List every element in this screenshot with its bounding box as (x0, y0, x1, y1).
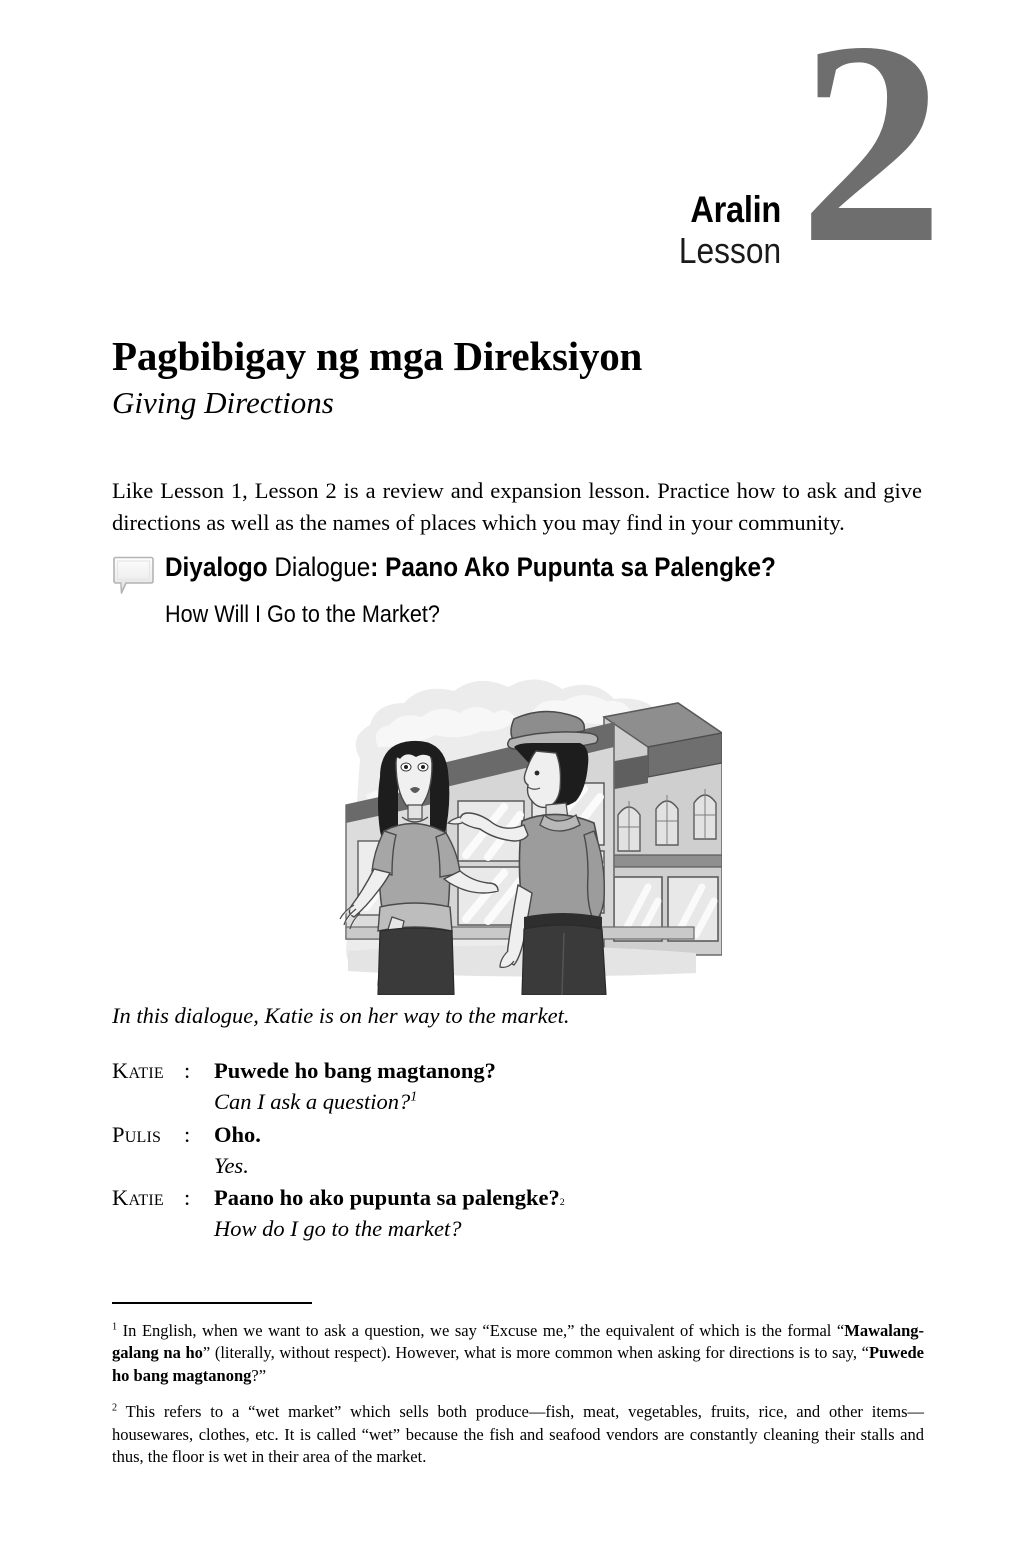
footnote-separator (112, 1302, 312, 1304)
dialogue-topic-tagalog: Paano Ako Pupunta sa Palengke? (385, 552, 776, 582)
footnote-text: In English, when we want to ask a question, we say “Excuse me,” the equivalent of which is the formal “ (122, 1321, 845, 1340)
footnote-text: This refers to a “wet market” which sells both produce—fish, meat, vegetables, fruits, rice, and other items—housewares, clothes, etc. It is called “wet” because the fish and seafood vendors are constantly cleaning their stalls and thus, the floor is wet in their area of the market. (112, 1402, 924, 1467)
dialogue-exchange (112, 1055, 922, 1118)
lesson-header-labels (665, 52, 799, 272)
dialogue-heading-text (165, 552, 776, 583)
dialogue-topic-english: How Will I Go to the Market? (165, 601, 440, 628)
dialogue-label-english: Dialogue (274, 552, 371, 582)
dialogue-speaker: Katie (112, 1185, 164, 1211)
illustration-caption: In this dialogue, Katie is on her way to the market. (112, 1003, 570, 1028)
dialogue-heading-separator: : (370, 552, 386, 582)
dialogue-translation-text: Can I ask a question? (214, 1089, 411, 1115)
lesson-label-english: Lesson (678, 229, 781, 271)
dialogue-speaker: Katie (112, 1058, 164, 1083)
footnote-bold-phrase: Mawalang-galang na ho (112, 1321, 924, 1363)
dialogue-heading (110, 552, 960, 629)
intro-paragraph: Like Lesson 1, Lesson 2 is a review and expansion lesson. Practice how to ask and give directions as well as the names of places which you may find in your community. (112, 477, 922, 535)
lesson-header (665, 0, 938, 303)
footnote-number: 2 (112, 1402, 118, 1414)
dialogue-exchange: Katie : Paano ho ako pupunta sa palengke? 2 How do I go to the market? (112, 1182, 922, 1245)
footnote-text: ?” (251, 1365, 267, 1385)
dialogue-speaker: Pulis (112, 1121, 162, 1147)
dialogue-list (112, 1055, 922, 1246)
title-block (112, 334, 924, 421)
footnote-bold-phrase: Puwede ho bang magtanong (112, 1343, 924, 1385)
dialogue-label-tagalog: Diyalogo (165, 552, 268, 582)
footnote (112, 1401, 924, 1468)
footnote-number: 1 (112, 1321, 118, 1333)
dialogue-illustration (318, 655, 722, 995)
lesson-number: 2 (799, 0, 938, 303)
dialogue-line-tagalog: Oho. (214, 1121, 261, 1147)
dialogue-colon: : (184, 1121, 191, 1147)
dialogue-line-tagalog: Puwede ho bang magtanong? (214, 1058, 496, 1083)
footnotes (112, 1320, 924, 1483)
dialogue-colon: : (184, 1058, 191, 1083)
dialogue-line-translation (112, 1086, 922, 1118)
speech-bubble-icon (110, 556, 156, 596)
dialogue-exchange (112, 1119, 922, 1182)
page-subtitle: Giving Directions (112, 384, 334, 420)
footnote-text: ” (literally, without respect). However, what is more common when asking for directions is to say, “ (202, 1343, 869, 1363)
dialogue-line-translation: How do I go to the market? (214, 1216, 462, 1242)
footnote-marker: 1 (410, 1089, 418, 1105)
footnote (112, 1320, 924, 1387)
lesson-label-tagalog: Aralin (690, 189, 781, 231)
dialogue-line-tagalog: Paano ho ako pupunta sa palengke? (214, 1185, 560, 1211)
dialogue-colon: : (184, 1185, 191, 1211)
dialogue-translation-text: Yes. (214, 1152, 249, 1178)
page-title: Pagbibigay ng mga Direksiyon (112, 333, 643, 379)
dialogue-line-translation (112, 1150, 922, 1182)
